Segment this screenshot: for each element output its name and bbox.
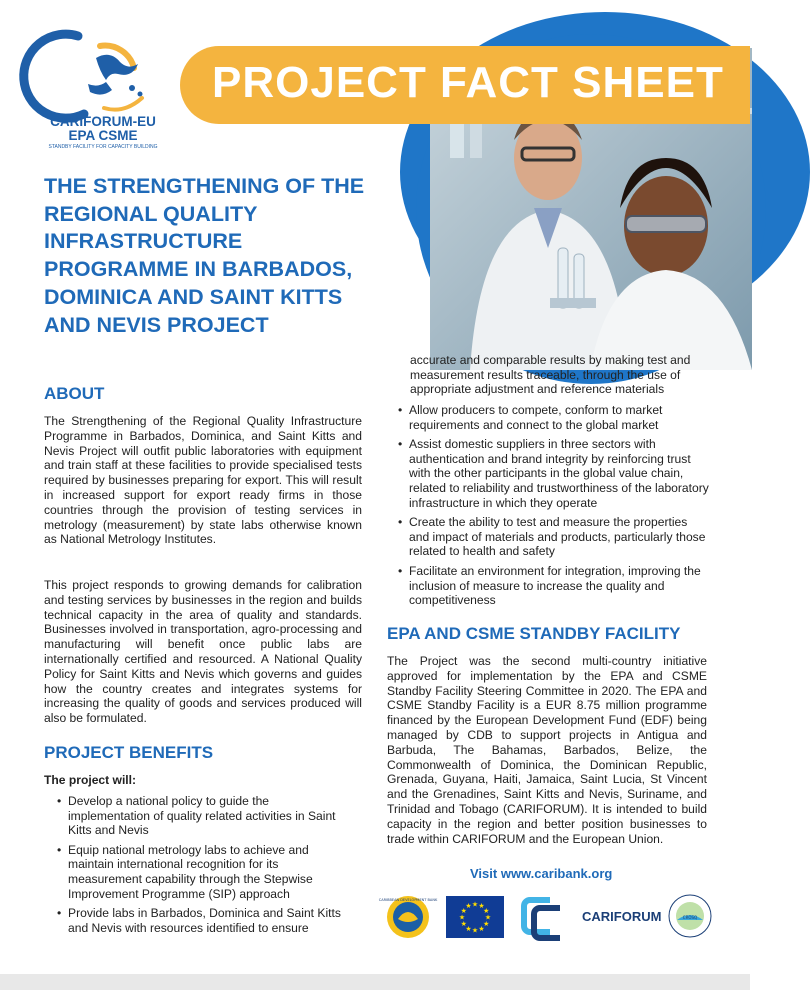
list-item: • Assist domestic suppliers in three sectors with authentication and brand integrity by reinforcing trust with the other participants in the global value chain, related to reliability and trustworthiness of the laboratory infrastructure in which they operate [397, 437, 709, 510]
page-title: THE STRENGTHENING OF THE REGIONAL QUALITY INFRASTRUCTURE PROGRAMME IN BARBADOS, DOMINICA AND SAINT KITTS AND NEVIS PROJECT [44, 174, 365, 337]
benefits-intro: The project will: [44, 773, 137, 787]
cdb-seal-logo [378, 895, 438, 939]
benefits-heading: PROJECT BENEFITS [44, 743, 214, 762]
eu-star-icon: ★ [483, 921, 490, 928]
eu-star-icon: ★ [483, 908, 490, 915]
eu-star-icon: ★ [460, 921, 467, 928]
logo-line-1: CARIFORUM-EU [50, 114, 156, 129]
eu-star-icon: ★ [458, 914, 466, 922]
benefits-list-right [397, 403, 709, 613]
benefits-list-left [56, 794, 352, 940]
standby-heading: EPA AND CSME STANDBY FACILITY [387, 624, 681, 643]
eu-star-icon: ★ [465, 925, 472, 933]
list-item: • Develop a national policy to guide the implementation of quality related activities in Saint Kitts and Nevis [56, 794, 352, 838]
cdb-mark-logo [520, 896, 564, 940]
cdb-seal-text: CARIBBEAN DEVELOPMENT BANK [378, 898, 438, 902]
logo-tagline: STANDBY FACILITY FOR CAPACITY BUILDING [48, 144, 158, 150]
logo-line-2: EPA CSME [68, 128, 138, 143]
list-item: • Allow producers to compete, conform to market requirements and connect to the global market [397, 403, 709, 432]
banner-title: PROJECT FACT SHEET [212, 58, 724, 107]
logo-name [38, 115, 168, 143]
about-heading: ABOUT [44, 384, 105, 403]
eu-flag-logo [446, 896, 504, 938]
cariforum-logo-text: CARIFORUM [582, 909, 662, 924]
bottom-bar [0, 974, 750, 990]
eu-star-icon: ★ [478, 925, 485, 933]
crosq-text: CROSQ [682, 915, 698, 920]
website-link[interactable]: Visit www.caribank.org [470, 866, 613, 881]
list-item: • Provide labs in Barbados, Dominica and Saint Kitts and Nevis with resources identified to ensure [56, 906, 352, 935]
eu-star-icon: ★ [478, 903, 485, 911]
eu-star-icon: ★ [471, 927, 479, 935]
eu-star-icon: ★ [471, 901, 479, 909]
list-item: • Equip national metrology labs to achieve and maintain international recognition for its measurement capability through the Stepwise Improvement Programme (SIP) approach [56, 843, 352, 901]
standby-paragraph: The Project was the second multi-country initiative approved for implementation by the EPA and CSME Standby Facility Steering Committee in 2020. The EPA and CSME Standby Facility is a EUR 8.75 million programme financed by the European Development Fund (EDF) being managed by CDB to support projects in Antigua and Barbuda, The Bahamas, Barbados, Belize, the Commonwealth of Dominica, the Dominican Republic, Grenada, Guyana, Haiti, Jamaica, Saint Lucia, St Vincent and the Grenadines, Saint Kitts and Nevis, Suriname, and Trinidad and Tobago (CARIFORUM). It is intended to build capacity in the region and better position businesses to trade within CARIFORUM and the European Union. [387, 654, 707, 846]
eu-star-icon: ★ [484, 914, 492, 922]
about-paragraph-2: This project responds to growing demands for calibration and testing services by businesses in the region and builds technical capacity in the area of quality and standards. Businesses involved in transportation, agro-processing and manufacturing will benefit once public labs are internationally certified and resourced. A National Quality Policy for Saint Kitts and Nevis which governs and guides how the country creates and integrates systems for increasing the quality of goods and services produced will also be formulated. [44, 578, 362, 726]
eu-star-icon: ★ [460, 908, 467, 915]
about-paragraph-1: The Strengthening of the Regional Quality Infrastructure Programme in Barbados, Dominica, and Saint Kitts and Nevis Project will outfit public laboratories with equipment and train staff at these facilities to provide specialised tests required by businesses preparing for export. This will result in increased support for export ready firms in those countries through the provision of testing services in metrology (measurement) by state labs otherwise known as National Metrology Institutes. [44, 414, 362, 547]
list-item: • Facilitate an environment for integration, improving the inclusion of measure to increase the quality and competitiveness [397, 564, 709, 608]
crosq-logo [668, 894, 712, 938]
eu-star-icon: ★ [465, 903, 472, 911]
list-item: • Create the ability to test and measure the properties and impact of materials and products, particularly those related to health and safety [397, 515, 709, 559]
benefits-continuation: accurate and comparable results by making test and measurement results traceable, through the use of appropriate adjustment and reference materials [410, 353, 691, 397]
